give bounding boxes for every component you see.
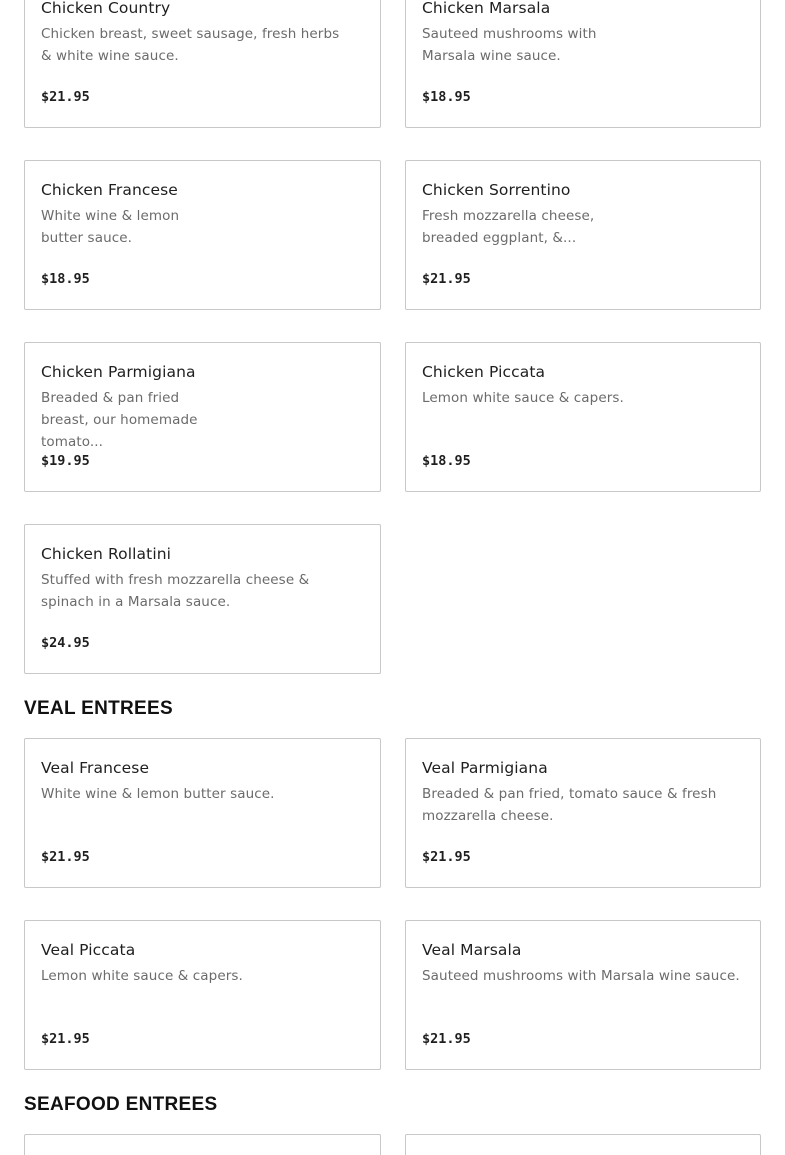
menu-item-description: Lemon white sauce & capers. [422, 390, 624, 406]
menu-item-name: Veal Marsala [422, 941, 522, 959]
menu-item-description: Stuffed with fresh mozzarella cheese & spinach in a Marsala sauce. [41, 572, 310, 610]
menu-item-name: Veal Parmigiana [422, 759, 548, 777]
menu-item-price: $21.95 [41, 89, 90, 105]
menu-item-name: Chicken Sorrentino [422, 181, 571, 199]
menu-item-name: Chicken Rollatini [41, 545, 172, 563]
menu-item-description: White wine & lemon butter sauce. [41, 786, 275, 802]
menu-item-card[interactable] [24, 920, 381, 1070]
menu-item-description: Chicken breast, sweet sausage, fresh herbs & white wine sauce. [41, 26, 340, 64]
section-title-veal: VEAL ENTREES [24, 698, 173, 719]
menu-item-card[interactable] [24, 160, 381, 310]
menu-item-card[interactable] [405, 738, 761, 888]
menu-item-name: Veal Piccata [41, 941, 136, 959]
menu-item-price: $24.95 [41, 635, 90, 651]
menu-item-description: Breaded & pan fried, tomato sauce & fresh mozzarella cheese. [422, 786, 717, 824]
menu-item-price: $21.95 [422, 849, 471, 865]
menu-item-name: Chicken Country [41, 0, 171, 17]
menu-item-description: Lemon white sauce & capers. [41, 968, 243, 984]
menu-item-card[interactable] [405, 1134, 761, 1155]
menu-item-name: Chicken Marsala [422, 0, 551, 17]
menu-item-card[interactable] [405, 342, 761, 492]
menu-item-price: $18.95 [41, 271, 90, 287]
menu-item-card[interactable] [24, 524, 381, 674]
menu-item-card[interactable] [24, 738, 381, 888]
menu-item-price: $18.95 [422, 89, 471, 105]
menu-item-price: $21.95 [41, 1031, 90, 1047]
menu-item-card[interactable] [405, 920, 761, 1070]
menu-item-price: $19.95 [41, 453, 90, 469]
menu-item-card[interactable] [405, 160, 761, 310]
menu-item-card[interactable] [24, 342, 381, 492]
menu-item-name: Chicken Parmigiana [41, 363, 196, 381]
menu-item-card[interactable] [24, 0, 381, 128]
menu-item-description: Sauteed mushrooms with Marsala wine sauce. [422, 968, 740, 984]
section-title-seafood: SEAFOOD ENTREES [24, 1094, 218, 1115]
menu-item-price: $21.95 [41, 849, 90, 865]
menu-item-card[interactable] [24, 1134, 381, 1155]
menu-item-price: $21.95 [422, 1031, 471, 1047]
menu-item-description: Breaded & pan fried breast, our homemade tomato... [41, 390, 198, 450]
menu-item-price: $18.95 [422, 453, 471, 469]
menu-item-name: Chicken Piccata [422, 363, 546, 381]
menu-item-name: Chicken Francese [41, 181, 178, 199]
menu-item-price: $21.95 [422, 271, 471, 287]
menu-item-name: Veal Francese [41, 759, 150, 777]
menu-item-description: White wine & lemon butter sauce. [41, 208, 180, 246]
menu-item-card[interactable] [405, 0, 761, 128]
menu-item-description: Fresh mozzarella cheese, breaded eggplant, &... [422, 208, 595, 246]
menu-item-description: Sauteed mushrooms with Marsala wine sauce. [422, 26, 597, 64]
